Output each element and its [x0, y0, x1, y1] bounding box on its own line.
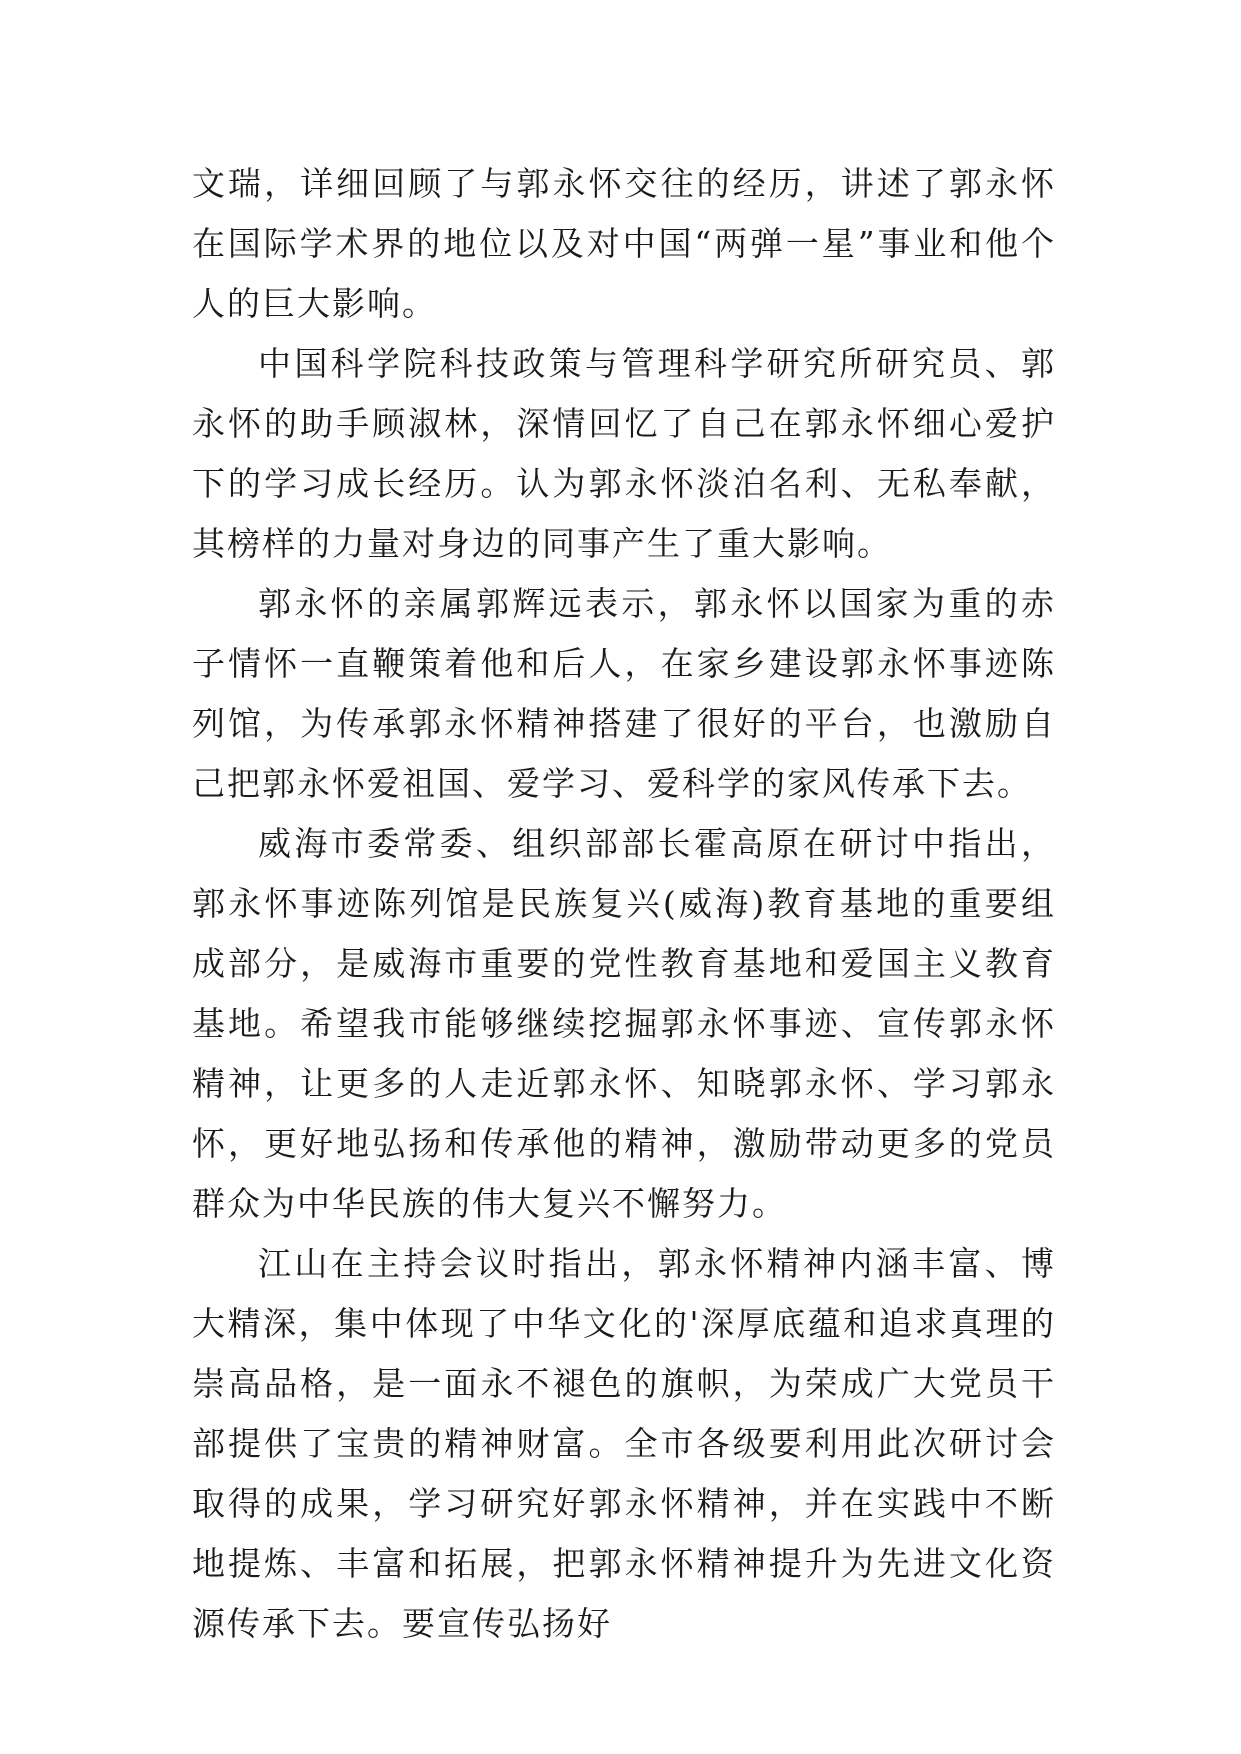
- paragraph-jiang-shan: 江山在主持会议时指出，郭永怀精神内涵丰富、博大精深，集中体现了中华文化的'深厚底蕴和追求真理的崇高品格，是一面永不褪色的旗帜，为荣成广大党员干部提供了宝贵的精神财富。全市各级要利用此次研讨会取得的成果，学习研究好郭永怀精神，并在实践中不断地提炼、丰富和拓展，把郭永怀精神提升为先进文化资源传承下去。要宣传弘扬好: [192, 1244, 1056, 1643]
- paragraph-gu-shulin: 中国科学院科技政策与管理科学研究所研究员、郭永怀的助手顾淑林，深情回忆了自己在郭永怀细心爱护下的学习成长经历。认为郭永怀淡泊名利、无私奉献，其榜样的力量对身边的同事产生了重大影响。: [192, 344, 1056, 563]
- paragraph-continuation: 文瑞，详细回顾了与郭永怀交往的经历，讲述了郭永怀在国际学术界的地位以及对中国“两弹一星”事业和他个人的巨大影响。: [192, 164, 1056, 323]
- document-body: [192, 154, 1056, 1654]
- paragraph-guo-huiyuan: 郭永怀的亲属郭辉远表示，郭永怀以国家为重的赤子情怀一直鞭策着他和后人，在家乡建设郭永怀事迹陈列馆，为传承郭永怀精神搭建了很好的平台，也激励自己把郭永怀爱祖国、爱学习、爱科学的家风传承下去。: [192, 584, 1056, 803]
- paragraph-huo-gaoyuan: 威海市委常委、组织部部长霍高原在研讨中指出，郭永怀事迹陈列馆是民族复兴(威海)教育基地的重要组成部分，是威海市重要的党性教育基地和爱国主义教育基地。希望我市能够继续挖掘郭永怀事迹、宣传郭永怀精神，让更多的人走近郭永怀、知晓郭永怀、学习郭永怀，更好地弘扬和传承他的精神，激励带动更多的党员群众为中华民族的伟大复兴不懈努力。: [192, 824, 1056, 1223]
